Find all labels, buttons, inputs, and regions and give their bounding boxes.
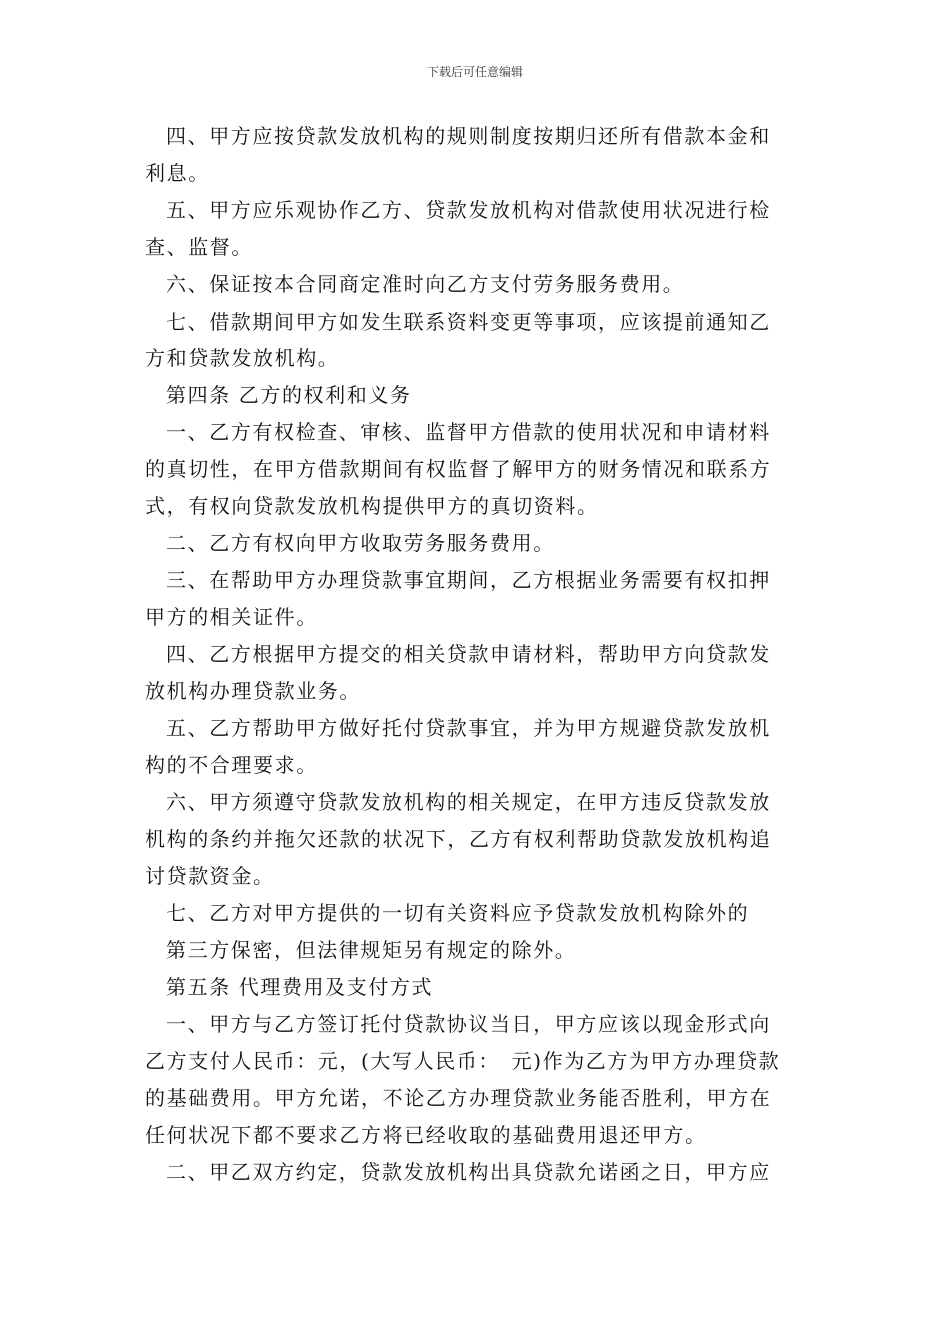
body-line: 利息。 bbox=[145, 161, 210, 185]
body-line: 式，有权向贷款发放机构提供甲方的真切资料。 bbox=[145, 494, 599, 518]
section-heading: 第五条 代理费用及支付方式 bbox=[166, 975, 434, 999]
body-line: 方和贷款发放机构。 bbox=[145, 346, 340, 370]
section-heading: 第四条 乙方的权利和义务 bbox=[166, 383, 412, 407]
body-line: 一、乙方有权检查、审核、监督甲方借款的使用状况和申请材料 bbox=[166, 420, 771, 444]
body-line: 五、甲方应乐观协作乙方、贷款发放机构对借款使用状况进行检 bbox=[166, 198, 771, 222]
body-line: 二、甲乙双方约定，贷款发放机构出具贷款允诺函之日，甲方应 bbox=[166, 1160, 771, 1184]
body-line: 的真切性，在甲方借款期间有权监督了解甲方的财务情况和联系方 bbox=[145, 457, 772, 481]
body-line: 七、乙方对甲方提供的一切有关资料应予贷款发放机构除外的 bbox=[166, 901, 750, 925]
body-line: 六、甲方须遵守贷款发放机构的相关规定，在甲方违反贷款发放 bbox=[166, 790, 771, 814]
body-line: 查、监督。 bbox=[145, 235, 253, 259]
body-line: 四、甲方应按贷款发放机构的规则制度按期归还所有借款本金和 bbox=[166, 124, 771, 148]
body-line: 构的不合理要求。 bbox=[145, 753, 318, 777]
body-line: 七、借款期间甲方如发生联系资料变更等事项，应该提前通知乙 bbox=[166, 310, 771, 334]
body-line: 的基础费用。甲方允诺，不论乙方办理贷款业务能否胜利，甲方在 bbox=[145, 1086, 772, 1110]
body-line: 甲方的相关证件。 bbox=[145, 605, 318, 629]
body-line: 六、保证按本合同商定准时向乙方支付劳务服务费用。 bbox=[166, 272, 685, 296]
body-line: 二、乙方有权向甲方收取劳务服务费用。 bbox=[166, 531, 555, 555]
body-line: 四、乙方根据甲方提交的相关贷款申请材料，帮助甲方向贷款发 bbox=[166, 642, 771, 666]
body-line: 五、乙方帮助甲方做好托付贷款事宜，并为甲方规避贷款发放机 bbox=[166, 716, 771, 740]
body-line: 一、甲方与乙方签订托付贷款协议当日，甲方应该以现金形式向 bbox=[166, 1012, 771, 1036]
body-line: 三、在帮助甲方办理贷款事宜期间，乙方根据业务需要有权扣押 bbox=[166, 568, 771, 592]
body-line: 第三方保密，但法律规矩另有规定的除外。 bbox=[166, 938, 577, 962]
body-line: 放机构办理贷款业务。 bbox=[145, 679, 361, 703]
body-line: 讨贷款资金。 bbox=[145, 864, 275, 888]
body-line: 任何状况下都不要求乙方将已经收取的基础费用退还甲方。 bbox=[145, 1123, 707, 1147]
page-header: 下载后可任意编辑 bbox=[426, 65, 523, 79]
body-line: 乙方支付人民币：元，(大写人民币： 元)作为乙方为甲方办理贷款 bbox=[145, 1049, 781, 1073]
body-line: 机构的条约并拖欠还款的状况下，乙方有权利帮助贷款发放机构追 bbox=[145, 827, 772, 851]
